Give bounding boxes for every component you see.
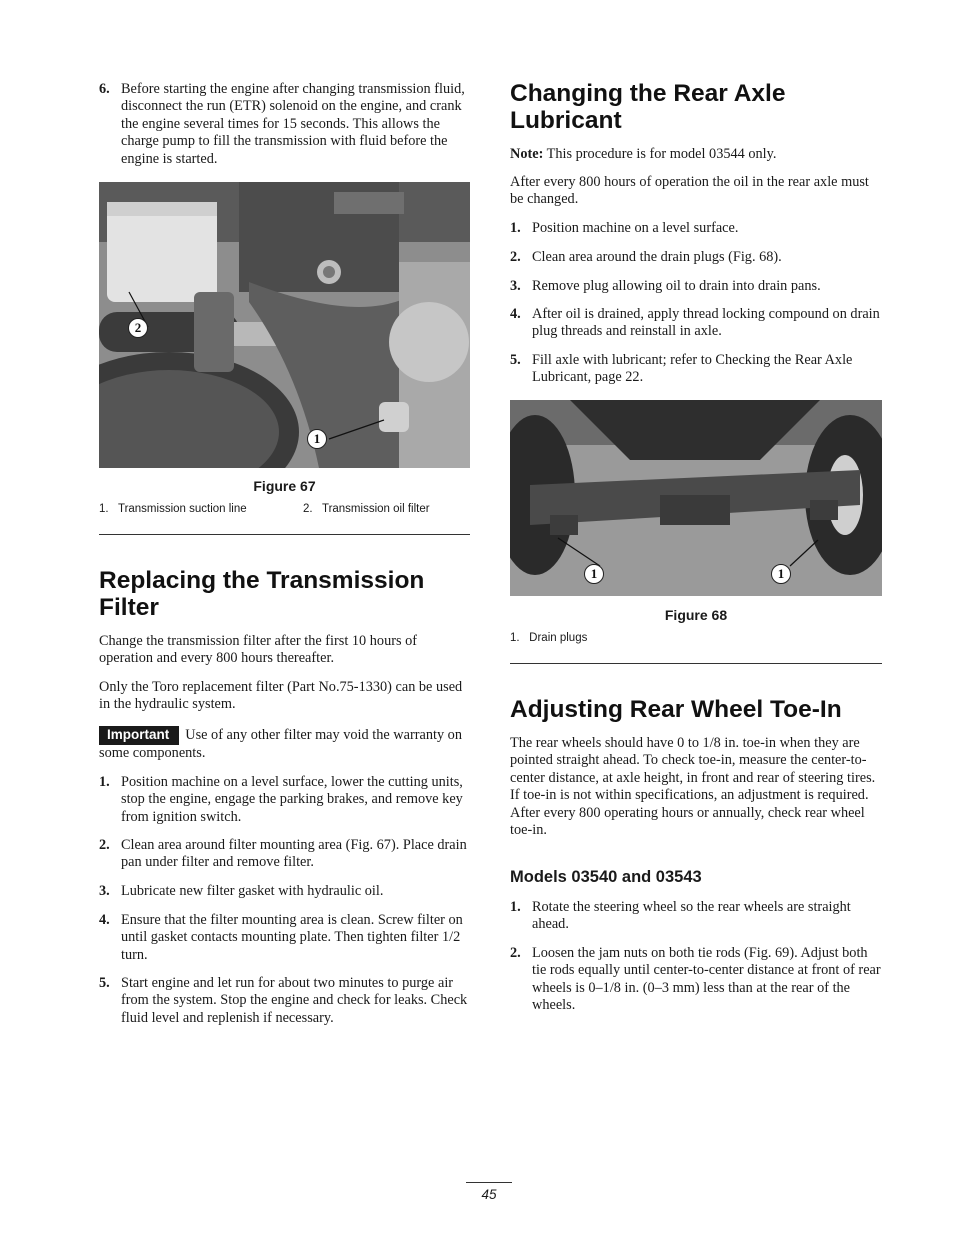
- figure-67-legend-1: 1. Transmission suction line: [99, 503, 247, 515]
- step-text: Loosen the jam nuts on both tie rods (Fig. 69). Adjust both tie rods equally until center-to-center distance at front of rear wheels is 0–1/8 in. (0–3 mm) less than at the rear of the wheels.: [532, 945, 881, 1014]
- transmission-filter-illustration: [99, 182, 470, 468]
- step-number: 3.: [510, 278, 521, 294]
- step-text: Position machine on a level surface.: [532, 220, 739, 236]
- axle-step-3: [510, 278, 882, 295]
- figure-68-caption: Figure 68: [664, 607, 728, 623]
- step-text: Ensure that the filter mounting area is clean. Screw filter on until gasket contacts mounting plate. Then tighten filter 1/2 turn.: [121, 912, 463, 963]
- step-text: Clean area around filter mounting area (Fig. 67). Place drain pan under filter and remove filter.: [121, 837, 467, 871]
- filter-step-1: [99, 774, 470, 826]
- filter-step-2: [99, 837, 470, 872]
- figure-68-legend-1: 1. Drain plugs: [510, 632, 588, 644]
- step-text: Rotate the steering wheel so the rear wheels are straight ahead.: [532, 899, 851, 933]
- figure-67-photo: [99, 182, 470, 468]
- important-badge: Important: [99, 726, 179, 745]
- note-label: Note:: [510, 146, 544, 162]
- axle-step-1: [510, 220, 882, 237]
- axle-step-4: [510, 306, 882, 341]
- step-text: After oil is drained, apply thread locking compound on drain plug threads and reinstall in axle.: [532, 306, 880, 340]
- step-text: Lubricate new filter gasket with hydraulic oil.: [121, 883, 384, 899]
- note-text: This procedure is for model 03544 only.: [543, 146, 777, 162]
- figure-67-caption: Figure 67: [253, 478, 316, 494]
- step-number: 5.: [510, 352, 521, 368]
- filter-step-5: [99, 975, 470, 1027]
- step-text: Before starting the engine after changing transmission fluid, disconnect the run (ETR) solenoid on the engine, and crank the engine several times for 15 seconds. This allows the charge pump to fill the transmission with fluid before the engine is started.: [121, 81, 465, 167]
- rear-axle-illustration: [510, 400, 882, 596]
- page-number: 45: [466, 1182, 512, 1202]
- subsection-title-models: Models 03540 and 03543: [510, 868, 702, 886]
- filter-intro-1: Change the transmission filter after the first 10 hours of operation and every 800 hours thereafter.: [99, 633, 418, 667]
- section-divider: [99, 534, 470, 535]
- important-notice: [99, 726, 470, 762]
- step-number: 2.: [510, 945, 521, 961]
- step-number: 3.: [99, 883, 110, 899]
- figure-67-legend-2: 2. Transmission oil filter: [303, 503, 430, 515]
- section-title-rear-axle: Changing the Rear Axle Lubricant: [510, 80, 786, 134]
- step-number: 2.: [510, 249, 521, 265]
- figure-67-callout-2: 2: [128, 318, 148, 338]
- section-title-replacing-filter: Replacing the Transmission Filter: [99, 567, 425, 621]
- step-text: Start engine and let run for about two minutes to purge air from the system. Stop the engine and check for leaks. Check fluid level and replenish if necessary.: [121, 975, 468, 1026]
- note: [510, 146, 882, 163]
- important-text: Use of any other filter may void the warranty on some components.: [99, 727, 462, 761]
- step-text: Position machine on a level surface, lower the cutting units, stop the engine, engage the parking brakes, and remove key from ignition switch.: [121, 774, 463, 825]
- figure-68-callout-left: 1: [584, 564, 604, 584]
- figure-68-callout-right: 1: [771, 564, 791, 584]
- step-text: Fill axle with lubricant; refer to Checking the Rear Axle Lubricant, page 22.: [532, 352, 853, 386]
- model-step-1: [510, 899, 882, 934]
- step-number: 2.: [99, 837, 110, 853]
- filter-intro-2: Only the Toro replacement filter (Part No.75-1330) can be used in the hydraulic system.: [99, 679, 463, 713]
- figure-68-photo: [510, 400, 882, 596]
- step-number: 5.: [99, 975, 110, 991]
- step-number: 6.: [99, 81, 110, 97]
- step-text: Remove plug allowing oil to drain into drain pans.: [532, 278, 821, 294]
- step-6: [99, 81, 470, 168]
- filter-step-4: [99, 912, 470, 964]
- axle-intro: After every 800 hours of operation the oil in the rear axle must be changed.: [510, 174, 869, 208]
- step-number: 4.: [510, 306, 521, 322]
- step-number: 4.: [99, 912, 110, 928]
- filter-step-3: [99, 883, 470, 900]
- section-divider: [510, 663, 882, 664]
- model-step-2: [510, 945, 882, 1015]
- figure-67-callout-1: 1: [307, 429, 327, 449]
- step-number: 1.: [510, 220, 521, 236]
- toe-in-intro: The rear wheels should have 0 to 1/8 in. toe-in when they are pointed straight ahead. To check toe-in, measure the center-to-center distance, at axle height, in front and rear of steering tires. If toe-in is not within specifications, an adjustment is required. After every 800 operating hours or annually, check rear wheel toe-in.: [510, 735, 876, 839]
- section-title-toe-in: Adjusting Rear Wheel Toe-In: [510, 696, 842, 723]
- step-number: 1.: [99, 774, 110, 790]
- step-text: Clean area around the drain plugs (Fig. 68).: [532, 249, 782, 265]
- axle-step-2: [510, 249, 882, 266]
- step-number: 1.: [510, 899, 521, 915]
- axle-step-5: [510, 352, 882, 387]
